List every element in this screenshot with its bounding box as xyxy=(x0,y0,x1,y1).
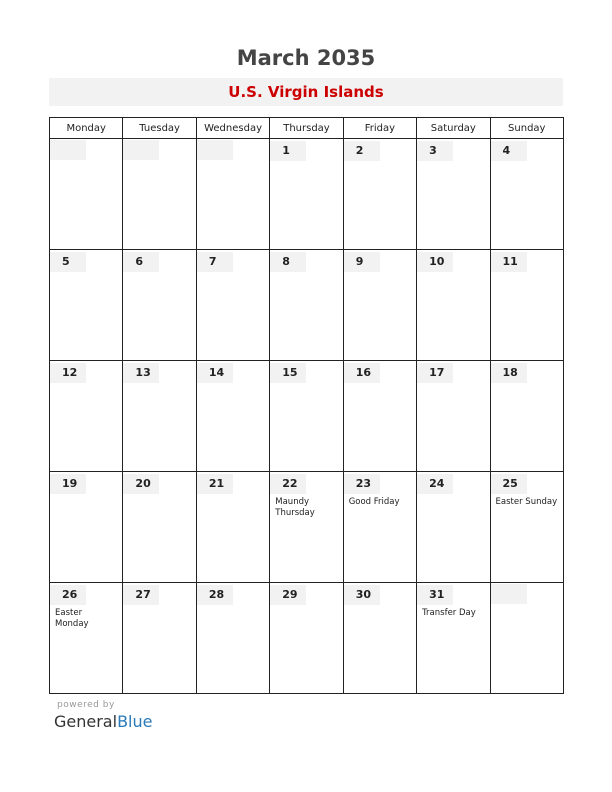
day-cell xyxy=(50,583,123,694)
weekday-header: Monday xyxy=(50,118,123,139)
powered-by-text: powered by xyxy=(57,700,115,710)
weekday-header: Saturday xyxy=(417,118,490,139)
day-cell xyxy=(417,472,490,583)
day-number: 10 xyxy=(417,252,453,272)
day-number: 23 xyxy=(344,474,380,494)
day-cell xyxy=(270,583,343,694)
day-number: 31 xyxy=(417,585,453,605)
brand-logo[interactable] xyxy=(54,712,152,731)
day-number: 15 xyxy=(270,363,306,383)
day-cell xyxy=(417,583,490,694)
holiday-label: Maundy Thursday xyxy=(275,497,315,518)
holiday-label: Good Friday xyxy=(348,497,400,507)
day-cell xyxy=(196,472,269,583)
weekday-header: Wednesday xyxy=(196,118,269,139)
day-number: 3 xyxy=(417,141,453,161)
day-cell xyxy=(270,361,343,472)
weekday-header: Friday xyxy=(343,118,416,139)
weekday-header: Tuesday xyxy=(123,118,196,139)
day-cell xyxy=(123,361,196,472)
day-cell xyxy=(50,250,123,361)
day-cell xyxy=(123,139,196,250)
week-row xyxy=(50,472,564,583)
day-cell xyxy=(196,583,269,694)
day-cell xyxy=(343,583,416,694)
day-number xyxy=(491,584,527,604)
day-cell xyxy=(490,139,563,250)
weekday-header: Sunday xyxy=(490,118,563,139)
day-number: 25 xyxy=(491,474,527,494)
day-number: 24 xyxy=(417,474,453,494)
day-number: 27 xyxy=(123,585,159,605)
day-cell xyxy=(490,361,563,472)
day-cell xyxy=(196,361,269,472)
day-cell xyxy=(343,250,416,361)
day-number: 8 xyxy=(270,252,306,272)
day-cell xyxy=(123,250,196,361)
day-number: 20 xyxy=(123,474,159,494)
day-number: 13 xyxy=(123,363,159,383)
page-title: March 2035 xyxy=(236,46,376,70)
day-number: 12 xyxy=(50,363,86,383)
country-name: U.S. Virgin Islands xyxy=(228,83,384,101)
day-cell xyxy=(270,139,343,250)
day-cell xyxy=(490,472,563,583)
day-cell xyxy=(417,250,490,361)
day-cell xyxy=(123,583,196,694)
day-cell xyxy=(196,139,269,250)
brand-general: General xyxy=(54,712,118,731)
weekday-header-row xyxy=(50,118,564,139)
day-number xyxy=(123,140,159,160)
day-cell xyxy=(343,472,416,583)
country-banner xyxy=(49,78,563,106)
day-number: 28 xyxy=(197,585,233,605)
day-cell xyxy=(490,250,563,361)
day-number: 6 xyxy=(123,252,159,272)
day-cell xyxy=(417,139,490,250)
week-row xyxy=(50,583,564,694)
day-number: 16 xyxy=(344,363,380,383)
brand-blue: Blue xyxy=(117,712,153,731)
day-number: 21 xyxy=(197,474,233,494)
day-number: 7 xyxy=(197,252,233,272)
day-number: 29 xyxy=(270,585,306,605)
day-cell xyxy=(490,583,563,694)
day-number: 22 xyxy=(270,474,306,494)
day-number: 5 xyxy=(50,252,86,272)
weekday-header: Thursday xyxy=(270,118,343,139)
day-cell xyxy=(270,472,343,583)
holiday-label: Easter Sunday xyxy=(495,497,558,507)
day-number: 17 xyxy=(417,363,453,383)
holiday-label: Transfer Day xyxy=(422,608,476,618)
day-cell xyxy=(50,472,123,583)
day-cell xyxy=(123,472,196,583)
day-number: 14 xyxy=(197,363,233,383)
day-number: 19 xyxy=(50,474,86,494)
week-row xyxy=(50,139,564,250)
day-number: 30 xyxy=(344,585,380,605)
week-row xyxy=(50,250,564,361)
day-cell xyxy=(343,361,416,472)
day-number: 26 xyxy=(50,585,86,605)
day-number xyxy=(50,140,86,160)
day-number: 18 xyxy=(491,363,527,383)
holiday-label: Easter Monday xyxy=(55,608,89,629)
day-cell xyxy=(270,250,343,361)
day-cell xyxy=(50,361,123,472)
day-cell xyxy=(50,139,123,250)
day-cell xyxy=(196,250,269,361)
day-number: 1 xyxy=(270,141,306,161)
day-cell xyxy=(343,139,416,250)
calendar-grid xyxy=(49,117,564,694)
day-number: 4 xyxy=(491,141,527,161)
day-number: 2 xyxy=(344,141,380,161)
day-number: 11 xyxy=(491,252,527,272)
day-cell xyxy=(417,361,490,472)
day-number xyxy=(197,140,233,160)
day-number: 9 xyxy=(344,252,380,272)
week-row xyxy=(50,361,564,472)
